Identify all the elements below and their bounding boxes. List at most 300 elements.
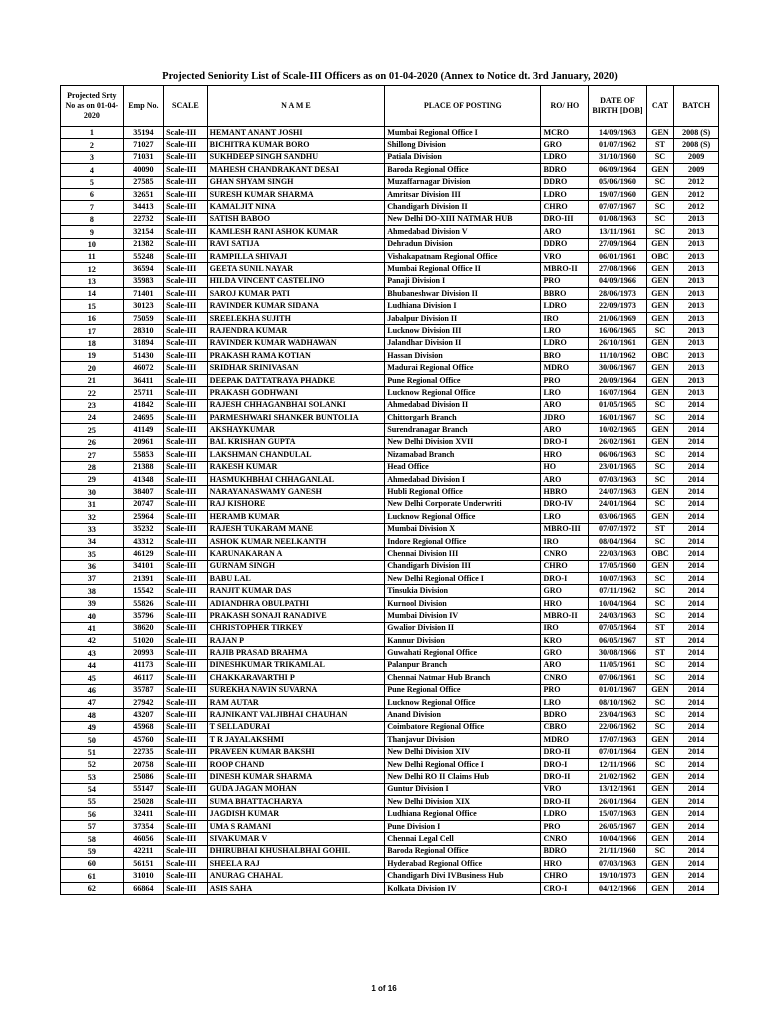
cell-emp: 38620 [123,622,163,634]
cell-place: Bhubaneshwar Division II [385,288,541,300]
cell-place: Head Office [385,461,541,473]
cell-batch: 2014 [674,449,719,461]
cell-place: Chandigarh Division II [385,201,541,213]
cell-batch: 2014 [674,820,719,832]
cell-srno: 2 [61,139,124,151]
table-row [61,449,719,461]
cell-batch: 2013 [674,250,719,262]
cell-name: PRAKASH RAMA KOTIAN [207,350,385,362]
cell-place: Nizamabad Branch [385,449,541,461]
cell-name: SATISH BABOO [207,213,385,225]
cell-dob: 17/07/1963 [589,734,646,746]
cell-cat: SC [646,585,674,597]
cell-srno: 49 [61,721,124,733]
cell-batch: 2014 [674,498,719,510]
cell-emp: 20758 [123,758,163,770]
cell-name: SUMA BHATTACHARYA [207,796,385,808]
cell-name: PRAKASH SONAJI RANADIVE [207,610,385,622]
cell-srno: 42 [61,635,124,647]
cell-scale: Scale-III [164,263,208,275]
table-row [61,858,719,870]
cell-scale: Scale-III [164,300,208,312]
cell-place: Chennai Division III [385,548,541,560]
cell-srno: 24 [61,411,124,423]
cell-dob: 20/09/1964 [589,374,646,386]
cell-name: BABU LAL [207,573,385,585]
cell-name: ASIS SAHA [207,882,385,894]
table-row [61,486,719,498]
cell-place: Kurnool Division [385,597,541,609]
table-row [61,659,719,671]
cell-scale: Scale-III [164,139,208,151]
cell-cat: GEN [646,387,674,399]
cell-batch: 2014 [674,424,719,436]
table-row [61,783,719,795]
table-row [61,362,719,374]
cell-cat: GEN [646,164,674,176]
cell-place: Ludhiana Regional Office [385,808,541,820]
cell-scale: Scale-III [164,399,208,411]
cell-srno: 48 [61,709,124,721]
cell-dob: 13/12/1961 [589,783,646,795]
cell-name: SHEELA RAJ [207,858,385,870]
cell-emp: 66864 [123,882,163,894]
cell-emp: 20993 [123,647,163,659]
cell-place: Dehradun Division [385,238,541,250]
table-row [61,647,719,659]
cell-cat: GEN [646,734,674,746]
cell-srno: 61 [61,870,124,882]
cell-emp: 22735 [123,746,163,758]
cell-scale: Scale-III [164,709,208,721]
cell-emp: 22732 [123,213,163,225]
cell-scale: Scale-III [164,833,208,845]
cell-srno: 57 [61,820,124,832]
cell-name: BICHITRA KUMAR BORO [207,139,385,151]
table-row [61,411,719,423]
cell-ro: BBRO [541,288,589,300]
table-row [61,796,719,808]
cell-name: RAJNIKANT VALJIBHAI CHAUHAN [207,709,385,721]
cell-emp: 56151 [123,858,163,870]
cell-dob: 07/03/1963 [589,858,646,870]
cell-scale: Scale-III [164,275,208,287]
cell-batch: 2014 [674,858,719,870]
cell-cat: SC [646,758,674,770]
cell-batch: 2013 [674,288,719,300]
cell-cat: ST [646,622,674,634]
cell-scale: Scale-III [164,808,208,820]
table-row [61,312,719,324]
table-row [61,746,719,758]
cell-place: Thanjavur Division [385,734,541,746]
cell-ro: HRO [541,858,589,870]
cell-batch: 2014 [674,672,719,684]
cell-batch: 2014 [674,796,719,808]
table-row [61,870,719,882]
cell-emp: 55248 [123,250,163,262]
cell-scale: Scale-III [164,585,208,597]
cell-ro: KRO [541,635,589,647]
cell-emp: 55147 [123,783,163,795]
cell-place: Tinsukia Division [385,585,541,597]
cell-dob: 10/04/1964 [589,597,646,609]
table-row [61,833,719,845]
cell-scale: Scale-III [164,127,208,139]
cell-scale: Scale-III [164,511,208,523]
cell-batch: 2014 [674,597,719,609]
cell-srno: 10 [61,238,124,250]
cell-scale: Scale-III [164,696,208,708]
cell-scale: Scale-III [164,870,208,882]
cell-name: HASMUKHBHAI CHHAGANLAL [207,473,385,485]
cell-scale: Scale-III [164,250,208,262]
cell-dob: 26/01/1964 [589,796,646,808]
table-row [61,226,719,238]
cell-scale: Scale-III [164,771,208,783]
cell-dob: 01/07/1962 [589,139,646,151]
cell-cat: SC [646,473,674,485]
cell-cat: GEN [646,746,674,758]
cell-cat: GEN [646,362,674,374]
cell-cat: ST [646,139,674,151]
cell-srno: 19 [61,350,124,362]
cell-dob: 07/07/1972 [589,523,646,535]
cell-scale: Scale-III [164,746,208,758]
table-row [61,585,719,597]
table-row [61,374,719,386]
cell-emp: 46072 [123,362,163,374]
col-header-dob: DATE OF BIRTH [DOB] [589,86,646,127]
cell-dob: 01/01/1967 [589,684,646,696]
cell-cat: SC [646,610,674,622]
cell-scale: Scale-III [164,610,208,622]
col-header-name: N A M E [207,86,385,127]
cell-batch: 2014 [674,461,719,473]
cell-name: DHIRUBHAI KHUSHALBHAI GOHIL [207,845,385,857]
cell-ro: CHRO [541,560,589,572]
cell-cat: GEN [646,796,674,808]
cell-scale: Scale-III [164,560,208,572]
cell-dob: 07/07/1967 [589,201,646,213]
cell-srno: 26 [61,436,124,448]
cell-scale: Scale-III [164,325,208,337]
cell-emp: 35787 [123,684,163,696]
cell-srno: 31 [61,498,124,510]
cell-dob: 30/08/1966 [589,647,646,659]
cell-srno: 56 [61,808,124,820]
cell-place: Panaji Division I [385,275,541,287]
cell-dob: 28/06/1973 [589,288,646,300]
cell-cat: ST [646,635,674,647]
cell-place: Ahmedabad Division II [385,399,541,411]
cell-batch: 2014 [674,535,719,547]
cell-cat: GEN [646,808,674,820]
cell-place: Anand Division [385,709,541,721]
cell-srno: 4 [61,164,124,176]
cell-emp: 45760 [123,734,163,746]
cell-ro: LDRO [541,151,589,163]
table-row [61,288,719,300]
table-row [61,734,719,746]
cell-srno: 5 [61,176,124,188]
cell-cat: SC [646,535,674,547]
cell-srno: 34 [61,535,124,547]
cell-batch: 2012 [674,176,719,188]
cell-batch: 2014 [674,610,719,622]
cell-name: DINESHKUMAR TRIKAMLAL [207,659,385,671]
table-row [61,597,719,609]
cell-cat: SC [646,461,674,473]
cell-dob: 24/07/1963 [589,486,646,498]
cell-emp: 43207 [123,709,163,721]
cell-dob: 07/03/1963 [589,473,646,485]
cell-dob: 06/01/1961 [589,250,646,262]
cell-batch: 2013 [674,300,719,312]
cell-ro: LRO [541,325,589,337]
cell-place: Ahmedabad Division V [385,226,541,238]
cell-ro: VRO [541,783,589,795]
cell-name: ROOP CHAND [207,758,385,770]
cell-place: Patiala Division [385,151,541,163]
cell-dob: 01/05/1965 [589,399,646,411]
cell-ro: ARO [541,399,589,411]
cell-ro: MBRO-II [541,263,589,275]
cell-place: Madurai Regional Office [385,362,541,374]
cell-scale: Scale-III [164,597,208,609]
cell-batch: 2014 [674,560,719,572]
cell-ro: IRO [541,535,589,547]
cell-ro: DRO-I [541,758,589,770]
cell-batch: 2013 [674,238,719,250]
cell-batch: 2014 [674,635,719,647]
cell-cat: GEN [646,127,674,139]
cell-place: New Delhi Division XIX [385,796,541,808]
cell-batch: 2014 [674,585,719,597]
cell-scale: Scale-III [164,486,208,498]
cell-dob: 16/01/1967 [589,411,646,423]
cell-name: SRIDHAR SRINIVASAN [207,362,385,374]
cell-cat: SC [646,151,674,163]
table-row [61,250,719,262]
cell-srno: 23 [61,399,124,411]
cell-dob: 22/09/1973 [589,300,646,312]
cell-emp: 25028 [123,796,163,808]
cell-ro: GRO [541,647,589,659]
cell-scale: Scale-III [164,226,208,238]
cell-name: RAJIB PRASAD BRAHMA [207,647,385,659]
cell-place: Surendranagar Branch [385,424,541,436]
cell-dob: 15/07/1963 [589,808,646,820]
cell-ro: PRO [541,374,589,386]
cell-dob: 06/09/1964 [589,164,646,176]
cell-place: Chennai Legal Cell [385,833,541,845]
cell-cat: GEN [646,833,674,845]
cell-emp: 27585 [123,176,163,188]
cell-srno: 37 [61,573,124,585]
cell-emp: 27942 [123,696,163,708]
cell-dob: 21/11/1960 [589,845,646,857]
cell-name: RAVINDER KUMAR WADHAWAN [207,337,385,349]
col-header-scale: SCALE [164,86,208,127]
cell-scale: Scale-III [164,548,208,560]
cell-cat: GEN [646,858,674,870]
cell-srno: 28 [61,461,124,473]
cell-batch: 2014 [674,833,719,845]
cell-emp: 25711 [123,387,163,399]
cell-place: Mumbai Division X [385,523,541,535]
cell-srno: 8 [61,213,124,225]
cell-srno: 36 [61,560,124,572]
cell-cat: OBC [646,350,674,362]
cell-dob: 24/01/1964 [589,498,646,510]
cell-srno: 45 [61,672,124,684]
cell-emp: 46117 [123,672,163,684]
cell-cat: SC [646,411,674,423]
cell-name: SUREKHA NAVIN SUVARNA [207,684,385,696]
cell-ro: MDRO [541,734,589,746]
cell-name: T SELLADURAI [207,721,385,733]
table-row [61,473,719,485]
cell-srno: 16 [61,312,124,324]
cell-emp: 41842 [123,399,163,411]
cell-srno: 32 [61,511,124,523]
table-row [61,684,719,696]
cell-ro: DRO-I [541,573,589,585]
table-row [61,300,719,312]
cell-dob: 19/10/1973 [589,870,646,882]
cell-srno: 13 [61,275,124,287]
cell-emp: 35232 [123,523,163,535]
cell-batch: 2014 [674,882,719,894]
cell-place: Amritsar Division III [385,188,541,200]
cell-emp: 32651 [123,188,163,200]
cell-cat: GEN [646,783,674,795]
cell-batch: 2014 [674,734,719,746]
cell-dob: 19/07/1960 [589,188,646,200]
cell-batch: 2014 [674,659,719,671]
cell-scale: Scale-III [164,374,208,386]
table-row [61,151,719,163]
cell-ro: CNRO [541,672,589,684]
cell-dob: 22/06/1962 [589,721,646,733]
cell-batch: 2012 [674,201,719,213]
cell-batch: 2014 [674,783,719,795]
cell-srno: 21 [61,374,124,386]
cell-name: HERAMB KUMAR [207,511,385,523]
cell-scale: Scale-III [164,288,208,300]
cell-name: KAMLESH RANI ASHOK KUMAR [207,226,385,238]
cell-ro: DRO-IV [541,498,589,510]
cell-place: Lucknow Regional Office [385,511,541,523]
cell-place: Vishakapatnam Regional Office [385,250,541,262]
table-row [61,610,719,622]
cell-batch: 2014 [674,721,719,733]
cell-place: Chittorgarh Branch [385,411,541,423]
cell-srno: 62 [61,882,124,894]
cell-ro: DRO-II [541,746,589,758]
table-body [61,127,719,895]
cell-scale: Scale-III [164,783,208,795]
cell-srno: 12 [61,263,124,275]
cell-scale: Scale-III [164,151,208,163]
cell-place: Shillong Division [385,139,541,151]
cell-ro: ARO [541,473,589,485]
cell-ro: DRO-II [541,796,589,808]
page-number: 1 of 16 [371,984,397,993]
cell-cat: SC [646,226,674,238]
cell-dob: 30/06/1967 [589,362,646,374]
cell-place: Palanpur Branch [385,659,541,671]
col-header-place: PLACE OF POSTING [385,86,541,127]
cell-scale: Scale-III [164,622,208,634]
cell-batch: 2013 [674,226,719,238]
table-row [61,337,719,349]
cell-dob: 08/10/1962 [589,696,646,708]
table-row [61,696,719,708]
cell-place: Hyderabad Regional Office [385,858,541,870]
cell-dob: 11/10/1962 [589,350,646,362]
cell-cat: SC [646,176,674,188]
cell-emp: 25086 [123,771,163,783]
cell-batch: 2014 [674,870,719,882]
table-row [61,461,719,473]
cell-srno: 14 [61,288,124,300]
table-row [61,213,719,225]
cell-name: PRAVEEN KUMAR BAKSHI [207,746,385,758]
cell-scale: Scale-III [164,647,208,659]
cell-name: BAL KRISHAN GUPTA [207,436,385,448]
cell-name: AKSHAYKUMAR [207,424,385,436]
cell-cat: GEN [646,771,674,783]
cell-place: New Delhi Division XVII [385,436,541,448]
table-row [61,164,719,176]
cell-scale: Scale-III [164,635,208,647]
cell-ro: CRO-I [541,882,589,894]
cell-emp: 30123 [123,300,163,312]
cell-scale: Scale-III [164,213,208,225]
cell-name: RAVI SATIJA [207,238,385,250]
cell-name: RAJESH CHHAGANBHAI SOLANKI [207,399,385,411]
cell-ro: LDRO [541,808,589,820]
cell-srno: 25 [61,424,124,436]
cell-srno: 53 [61,771,124,783]
cell-ro: CHRO [541,201,589,213]
cell-cat: SC [646,399,674,411]
table-row [61,672,719,684]
cell-cat: SC [646,721,674,733]
cell-place: Lucknow Division III [385,325,541,337]
cell-batch: 2014 [674,771,719,783]
cell-name: UMA S RAMANI [207,820,385,832]
table-row [61,573,719,585]
cell-batch: 2009 [674,151,719,163]
cell-srno: 50 [61,734,124,746]
cell-srno: 29 [61,473,124,485]
cell-cat: GEN [646,684,674,696]
cell-name: RAJENDRA KUMAR [207,325,385,337]
cell-name: RAJESH TUKARAM MANE [207,523,385,535]
cell-ro: DDRO [541,238,589,250]
table-row [61,758,719,770]
cell-batch: 2013 [674,350,719,362]
col-header-srno: Projected Srty No as on 01-04-2020 [61,86,124,127]
cell-ro: HBRO [541,486,589,498]
cell-name: RAJ KISHORE [207,498,385,510]
cell-dob: 03/06/1965 [589,511,646,523]
cell-dob: 07/05/1964 [589,622,646,634]
cell-emp: 75059 [123,312,163,324]
